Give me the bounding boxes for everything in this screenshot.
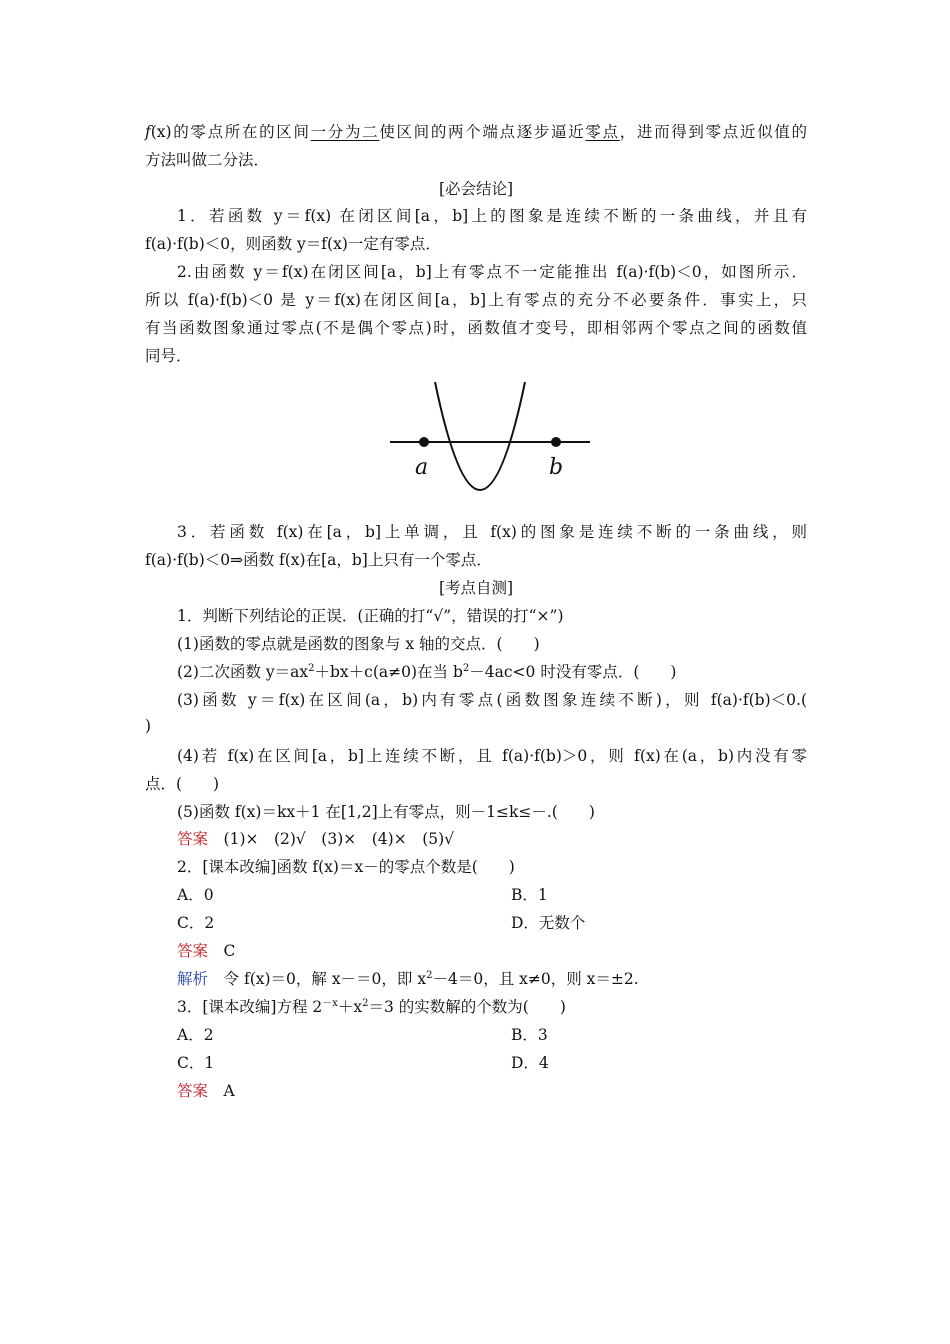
question-3: 3．[课本改编]方程 $2^{-x}+x^2=3$ 的实数解的个数为( ) <box>177 997 566 1016</box>
conclusion-2-line-2: 所以 f(a)·f(b)＜0 是 y＝f(x)在闭区间[a，b]上有零点的充分不必要条件．事实上，只 <box>145 291 807 309</box>
conclusion-1-line-2: f(a)·f(b)＜0，则函数 y＝f(x)一定有零点． <box>145 235 441 253</box>
answer-1: 答案 (1)× (2)√ (3)× (4)× (5)√ <box>177 830 455 848</box>
intro-line-1: f(x)的零点所在的区间一分为二使区间的两个端点逐步逼近零点，进而得到零点近似值的 <box>145 123 807 141</box>
q3-option-a: A．2 <box>177 1026 214 1044</box>
conclusion-2-line-1: 2.由函数 y＝f(x)在闭区间[a，b]上有零点不一定能推出 f(a)·f(b)＜0，如图所示． <box>177 263 807 281</box>
question-1-item-3: (3)函数 y＝f(x)在区间(a，b)内有零点(函数图象连续不断)，则 f(a)·f(b)＜0.( <box>177 691 807 709</box>
question-1-item-2: (2)二次函数 $y=ax^2+bx+c(a\ne 0)$在当 $b^2-4ac<0$ 时没有零点．( ) <box>177 662 677 681</box>
explanation-2: 解析 令 f(x)＝0，解 x－＝0，即 $x^2-4=0$，且 x≠0，则 x＝±2. <box>177 969 639 988</box>
explanation-label: 解析 <box>177 970 209 988</box>
underline-term-1: 一分为二 <box>310 123 380 141</box>
question-2: 2．[课本改编]函数 f(x)＝x－的零点个数是( ) <box>177 858 515 876</box>
q3-option-c: C．1 <box>177 1054 215 1072</box>
question-1-item-4-line-1: (4)若 f(x)在区间[a，b]上连续不断，且 f(a)·f(b)＞0，则 f(x)在(a，b)内没有零 <box>177 747 807 765</box>
parabola-curve <box>435 382 525 490</box>
point-a <box>419 437 429 447</box>
question-1-item-4-line-2: 点．( ) <box>145 775 220 793</box>
intro-line-2: 方法叫做二分法． <box>145 151 270 169</box>
label-b: b <box>549 455 564 480</box>
q2-option-a: A．0 <box>177 886 214 904</box>
answer-label: 答案 <box>177 1082 209 1100</box>
q2-option-b: B．1 <box>511 886 548 904</box>
answer-label: 答案 <box>177 942 209 960</box>
q3-option-d: D．4 <box>511 1054 549 1072</box>
label-a: a <box>415 455 429 480</box>
q3-option-b: B．3 <box>511 1026 548 1044</box>
conclusion-2-line-3: 有当函数图象通过零点(不是偶个零点)时，函数值才变号，即相邻两个零点之间的函数值 <box>145 319 807 337</box>
underline-term-2: 零点 <box>585 123 620 141</box>
conclusion-1-line-1: 1．若函数 y＝f(x) 在闭区间[a，b]上的图象是连续不断的一条曲线，并且有 <box>177 207 807 225</box>
conclusion-2-line-4: 同号． <box>145 347 192 365</box>
parabola-figure <box>385 376 600 508</box>
conclusion-3-line-2: f(a)·f(b)＜0⇒函数 f(x)在[a，b]上只有一个零点． <box>145 551 492 569</box>
q2-option-c: C．2 <box>177 914 215 932</box>
answer-2: 答案 C <box>177 942 236 960</box>
answer-label: 答案 <box>177 830 209 848</box>
point-b <box>551 437 561 447</box>
question-1-item-3-close: ) <box>145 717 152 735</box>
answer-3: 答案 A <box>177 1082 235 1100</box>
conclusion-3-line-1: 3．若函数 f(x)在[a，b]上单调，且 f(x)的图象是连续不断的一条曲线，则 <box>177 523 807 541</box>
q2-option-d: D．无数个 <box>511 914 586 932</box>
question-1-item-5: (5)函数 f(x)＝kx＋1 在[1,2]上有零点，则－1≤k≤－.( ) <box>177 803 595 821</box>
section-title-self-test: [考点自测] <box>438 579 514 597</box>
question-1: 1．判断下列结论的正误．(正确的打“√”，错误的打“×”) <box>177 607 564 625</box>
section-title-conclusions: [必会结论] <box>438 180 514 198</box>
question-1-item-1: (1)函数的零点就是函数的图象与 x 轴的交点．( ) <box>177 635 540 653</box>
